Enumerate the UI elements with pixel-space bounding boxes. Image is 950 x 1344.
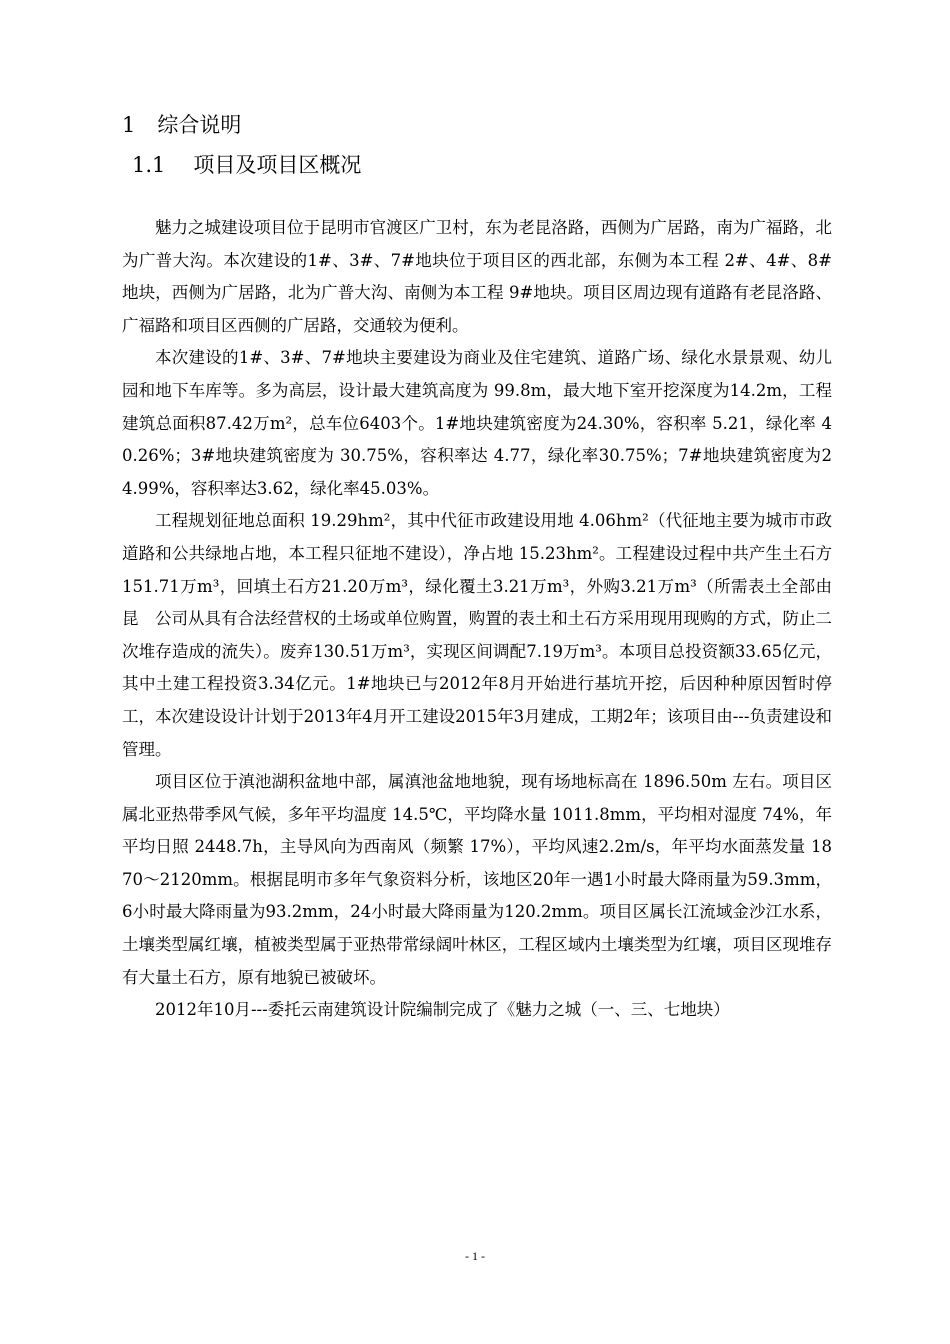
section-title: 综合说明 (157, 113, 242, 137)
page-number: - 1 - (465, 1249, 485, 1263)
subsection-title: 项目及项目区概况 (193, 153, 362, 177)
paragraph: 项目区位于滇池湖积盆地中部，属滇池盆地地貌，现有场地标高在 1896.50m 左右。项目区属北亚热带季风气候，多年平均温度 14.5℃，平均降水量 1011.8mm，平均相对湿度 74%，年平均日照 2448.7h，主导风向为西南风（频繁 17%），平均风速2.2m/s，年平均水面蒸发量 1870～2120mm。根据昆明市多年气象资料分析，该地区20年一遇1小时最大降雨量为59.3mm，6小时最大降雨量为93.2mm，24小时最大降雨量为120.2mm。项目区属长江流域金沙江水系，土壤类型属红壤，植被类型属于亚热带常绿阔叶林区，工程区域内土壤类型为红壤，项目区现堆存有大量土石方，原有地貌已被破坏。 (122, 772, 832, 987)
paragraph: 2012年10月---委托云南建筑设计院编制完成了《魅力之城（一、三、七地块） (155, 1000, 730, 1020)
subsection-number: 1.1 (132, 153, 166, 177)
section-number: 1 (122, 113, 136, 137)
subsection-heading (132, 148, 361, 182)
section-heading (122, 108, 241, 142)
paragraph: 本次建设的1#、3#、7#地块主要建设为商业及住宅建筑、道路广场、绿化水景景观、幼儿园和地下车库等。多为高层，设计最大建筑高度为 99.8m，最大地下室开挖深度为14.2m，工程建筑总面积87.42万m²，总车位6403个。1#地块建筑密度为24.30%，容积率 5.21，绿化率 40.26%；3#地块建筑密度为 30.75%，容积率达 4.77，绿化率30.75%；7#地块建筑密度为24.99%，容积率达3.62，绿化率45.03%。 (122, 348, 832, 498)
paragraph: 工程规划征地总面积 19.29hm²，其中代征市政建设用地 4.06hm²（代征地主要为城市市政道路和公共绿地占地，本工程只征地不建设），净占地 15.23hm²。工程建设过程中共产生土石方151.71万m³，回填土石方21.20万m³，绿化覆土3.21万m³，外购3.21万m³（所需表土全部由昆 公司从具有合法经营权的土场或单位购置，购置的表土和土石方采用现用现购的方式，防止二次堆存造成的流失）。废弃130.51万m³，实现区间调配7.19万m³。本项目总投资额33.65亿元，其中土建工程投资3.34亿元。1#地块已与2012年8月开始进行基坑开挖，后因种种原因暂时停工，本次建设设计计划于2013年4月开工建设2015年3月建成，工期2年；该项目由---负责建设和管理。 (122, 511, 832, 759)
paragraph: 魅力之城建设项目位于昆明市官渡区广卫村，东为老昆洛路，西侧为广居路，南为广福路，北为广普大沟。本次建设的1#、3#、7#地块位于项目区的西北部，东侧为本工程 2#、4#、8#地块，西侧为广居路，北为广普大沟、南侧为本工程 9#地块。项目区周边现有道路有老昆洛路、广福路和项目区西侧的广居路，交通较为便利。 (122, 218, 832, 335)
body-text (122, 212, 832, 1027)
